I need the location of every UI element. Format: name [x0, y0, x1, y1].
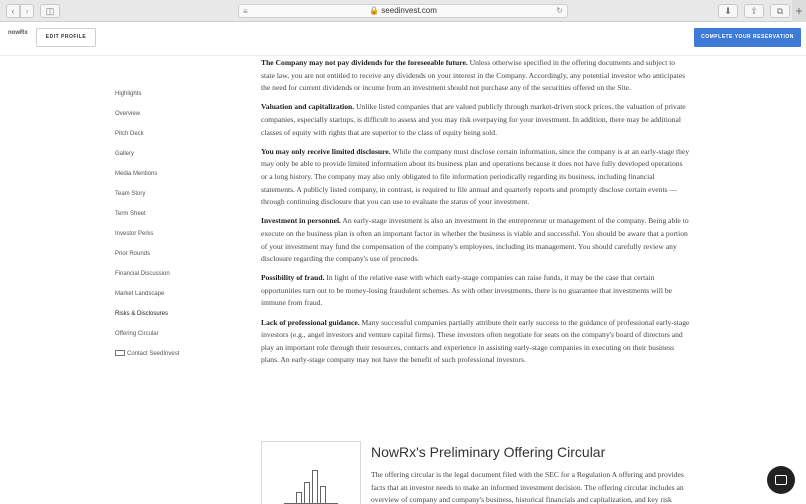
sidebar-icon: ◫ [45, 5, 55, 16]
risk-title: Investment in personnel. [261, 216, 341, 226]
new-tab-button[interactable] [792, 0, 806, 22]
address-bar[interactable] [238, 4, 568, 18]
tabs-button[interactable] [770, 4, 790, 18]
nav-highlights[interactable]: Highlights [115, 91, 142, 97]
risk-title: Possibility of fraud. [261, 273, 325, 283]
browser-toolbar [0, 0, 806, 22]
chat-widget-button[interactable] [767, 466, 795, 494]
risk-title: Lack of professional guidance. [261, 317, 360, 327]
mail-icon [115, 350, 125, 356]
share-icon: ⇧ [750, 5, 758, 16]
nav-contact-label: Contact SeedInvest [127, 351, 180, 357]
downloads-button[interactable] [718, 4, 738, 18]
chat-icon [775, 475, 787, 485]
chart-bar-icon [304, 482, 310, 504]
document-chart-thumbnail[interactable] [261, 441, 361, 504]
risk-paragraph [261, 317, 690, 367]
risk-paragraph [261, 215, 690, 265]
plus-icon: + [795, 4, 803, 18]
section-nav [115, 90, 235, 370]
risk-paragraph [261, 101, 690, 139]
risk-body: In light of the relative ease with which early-stage companies can raise funds, it may be the case that certain opportunities turn out to be money-losing fraudulent schemes. As with other investments, there is no guarantee that investments will be immune from fraud. [261, 273, 673, 308]
chevron-right-icon: › [25, 6, 29, 16]
offering-circular-title: NowRx's Preliminary Offering Circular [371, 444, 606, 460]
risk-body: Unless otherwise specified in the offering documents and subject to state law, you are not entitled to receive any dividends on your interest in the Company. Accordingly, any potential investor who anticipates the need for current dividends or income from an investment should not purchase any of the securities offered on the Site. [261, 58, 686, 93]
back-button[interactable] [6, 4, 20, 18]
risks-content [261, 57, 690, 374]
forward-button[interactable] [20, 4, 34, 18]
url-text: seedinvest.com [381, 6, 437, 15]
complete-reservation-button[interactable]: COMPLETE YOUR RESERVATION [694, 28, 801, 47]
nav-media-mentions[interactable]: Media Mentions [115, 171, 158, 177]
chevron-left-icon: ‹ [11, 6, 15, 16]
nav-market-landscape[interactable]: Market Landscape [115, 291, 165, 297]
nav-term-sheet[interactable]: Term Sheet [115, 211, 146, 217]
sidebar-toggle-button[interactable] [40, 4, 60, 18]
company-logo[interactable] [8, 30, 28, 46]
risk-title: You may only receive limited disclosure. [261, 146, 391, 156]
reader-icon[interactable]: ≡ [243, 7, 248, 16]
risk-body: While the company must disclose certain information, since the company is at an early-stage they may only be able to provide limited information about its business plan and operations because it does not have fully developed operations or a long history. The company may also only obligated to file information periodically regarding its business, including financial statements. A publicly listed company, in contrast, is required to file annual and quarterly reports and promptly disclose certain events — through continuing disclosure that you can use to evaluate the status of your investment. [261, 146, 690, 207]
chart-bar-icon [320, 486, 326, 504]
nav-pitch-deck[interactable]: Pitch Deck [115, 131, 144, 137]
reload-icon[interactable]: ↻ [556, 6, 563, 15]
risk-title: Valuation and capitalization. [261, 102, 355, 112]
nav-offering-circular[interactable]: Offering Circular [115, 331, 159, 337]
risk-paragraph [261, 272, 690, 310]
nav-investor-perks[interactable]: Investor Perks [115, 231, 154, 237]
offering-circular-section [261, 441, 690, 504]
chart-bar-icon [312, 470, 318, 504]
risk-paragraph [261, 146, 690, 209]
risk-title: The Company may not pay dividends for the foreseeable future. [261, 58, 468, 67]
nav-gallery[interactable]: Gallery [115, 151, 135, 157]
nav-contact-seedinvest[interactable] [115, 350, 235, 370]
nav-overview[interactable]: Overview [115, 111, 141, 117]
offering-circular-text: The offering circular is the legal document filed with the SEC for a Regulation A offering and provides facts that an investor needs to make an informed investment decision. The offering circular includes an overview of company and company's business, historical financials and capitalization, and key risk [371, 470, 684, 504]
logo-text: nowRx [8, 30, 28, 36]
risk-body: An early-stage investment is also an investment in the entrepreneur or management of the company. Being able to execute on the business plan is often an important factor in whether the business is viable and successful. You should be aware that a portion of your investment may fund the compensation of the company's employees, including its management. You should carefully review any disclosure regarding the company's use of proceeds. [261, 216, 689, 264]
site-header [0, 22, 806, 56]
tabs-icon: ⧉ [776, 5, 784, 16]
share-button[interactable] [744, 4, 764, 18]
nav-risks-disclosures[interactable]: Risks & Disclosures [115, 311, 169, 317]
risk-body: Many successful companies partially attribute their early success to the guidance of professional early-stage investors (e.g., angel investors and venture capital firms). These investors often negotiate for seats on the company's board of directors and play an important role through their resources, contacts and experience in assisting early-stage companies in executing on their business plans. An early-stage company may not have the benefit of such professional investors. [261, 317, 690, 365]
edit-profile-button[interactable]: EDIT PROFILE [36, 28, 96, 47]
nav-team-story[interactable]: Team Story [115, 191, 146, 197]
nav-financial-discussion[interactable]: Financial Discussion [115, 271, 170, 277]
lock-icon: 🔒 [369, 6, 380, 15]
download-icon: ⬇ [724, 5, 732, 16]
risk-body: Unlike listed companies that are valued publicly through market-driven stock prices, the valuation of private companies, especially startups, is difficult to assess and you may risk overpaying for your investment. In addition, there may be additional classes of equity with rights that are superior to the class of equity being sold. [261, 102, 686, 137]
risk-paragraph [261, 57, 690, 95]
nav-prior-rounds[interactable]: Prior Rounds [115, 251, 151, 257]
